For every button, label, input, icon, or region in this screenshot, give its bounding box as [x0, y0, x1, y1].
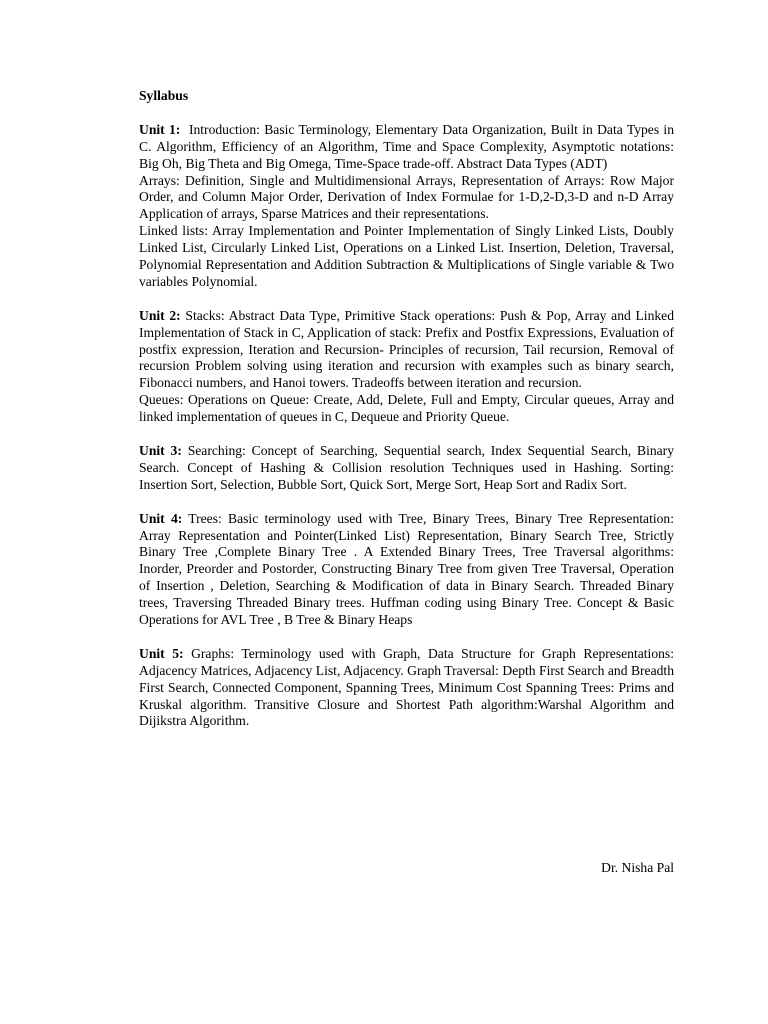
- unit-2-section: [139, 308, 674, 426]
- unit-3-section: [139, 443, 674, 494]
- page-title: Syllabus: [139, 88, 189, 103]
- unit-1-paragraph-2: Arrays: Definition, Single and Multidimensional Arrays, Representation of Arrays: Row Major Order, and Column Major Order, Derivation of Index Formulae for 1-D,2-D,3-D and n-D Array Application of arrays, Sparse Matrices and their representations.: [139, 172, 674, 222]
- unit-2-label: Unit 2:: [139, 307, 181, 323]
- unit-3-label: Unit 3:: [139, 442, 182, 458]
- unit-5-intro-text: Graphs: Terminology used with Graph, Data Structure for Graph Representations: Adjacency Matrices, Adjacency List, Adjacency. Graph Traversal: Depth First Search and Breadth First Search, Connected Component, Spanning Trees, Minimum Cost Spanning Trees: Prims and Kruskal algorithm. Transitive Closure and Shortest Path algorithm:Warshal Algorithm and Dijikstra Algorithm.: [139, 645, 674, 729]
- unit-1-intro-text: Introduction: Basic Terminology, Elementary Data Organization, Built in Data Types in C. Algorithm, Efficiency of an Algorithm, Time and Space Complexity, Asymptotic notations: Big Oh, Big Theta and Big Omega, Time-Space trade-off. Abstract Data Types (ADT): [139, 121, 675, 171]
- syllabus-body: [139, 88, 674, 747]
- unit-4-section: [139, 511, 674, 629]
- unit-1-paragraph-1: [139, 122, 674, 173]
- unit-2-paragraph-2: Queues: Operations on Queue: Create, Add, Delete, Full and Empty, Circular queues, Array and linked implementation of queues in C, Dequeue and Priority Queue.: [139, 392, 674, 425]
- author-signature: Dr. Nisha Pal: [601, 860, 674, 875]
- unit-3-paragraph-1: [139, 443, 674, 494]
- unit-5-paragraph-1: [139, 646, 674, 731]
- unit-4-intro-text: Trees: Basic terminology used with Tree, Binary Trees, Binary Tree Representation: Array Representation and Pointer(Linked List) Representation, Binary Search Tree, Strictly Binary Tree ,Complete Binary Tree . A Extended Binary Trees, Tree Traversal algorithms: Inorder, Preorder and Postorder, Constructing Binary Tree from given Tree Traversal, Operation of Insertion , Deletion, Searching & Modification of data in Binary Search. Threaded Binary trees, Traversing Threaded Binary trees. Huffman coding using Binary Tree. Concept & Basic Operations for AVL Tree , B Tree & Binary Heaps: [139, 510, 674, 628]
- unit-1-section: [139, 122, 674, 291]
- unit-5-label: Unit 5:: [139, 645, 184, 661]
- unit-3-intro-text: Searching: Concept of Searching, Sequential search, Index Sequential Search, Binary Search. Concept of Hashing & Collision resolution Techniques used in Hashing. Sorting: Insertion Sort, Selection, Bubble Sort, Quick Sort, Merge Sort, Heap Sort and Radix Sort.: [139, 442, 674, 492]
- unit-1-paragraph-3: Linked lists: Array Implementation and Pointer Implementation of Singly Linked Lists, Doubly Linked List, Circularly Linked List, Operations on a Linked List. Insertion, Deletion, Traversal, Polynomial Representation and Addition Subtraction & Multiplications of Single variable & Two variables Polynomial.: [139, 223, 674, 289]
- unit-4-paragraph-1: [139, 511, 674, 629]
- unit-5-section: [139, 646, 674, 731]
- unit-2-intro-text: Stacks: Abstract Data Type, Primitive Stack operations: Push & Pop, Array and Linked Implementation of Stack in C, Application of stack: Prefix and Postfix Expressions, Evaluation of postfix expression, Iteration and Recursion- Principles of recursion, Tail recursion, Removal of recursion Problem solving using iteration and recursion with examples such as binary search, Fibonacci numbers, and Hanoi towers. Tradeoffs between iteration and recursion.: [139, 307, 674, 391]
- unit-4-label: Unit 4:: [139, 510, 183, 526]
- unit-1-label: Unit 1:: [139, 121, 181, 137]
- unit-2-paragraph-1: [139, 308, 674, 393]
